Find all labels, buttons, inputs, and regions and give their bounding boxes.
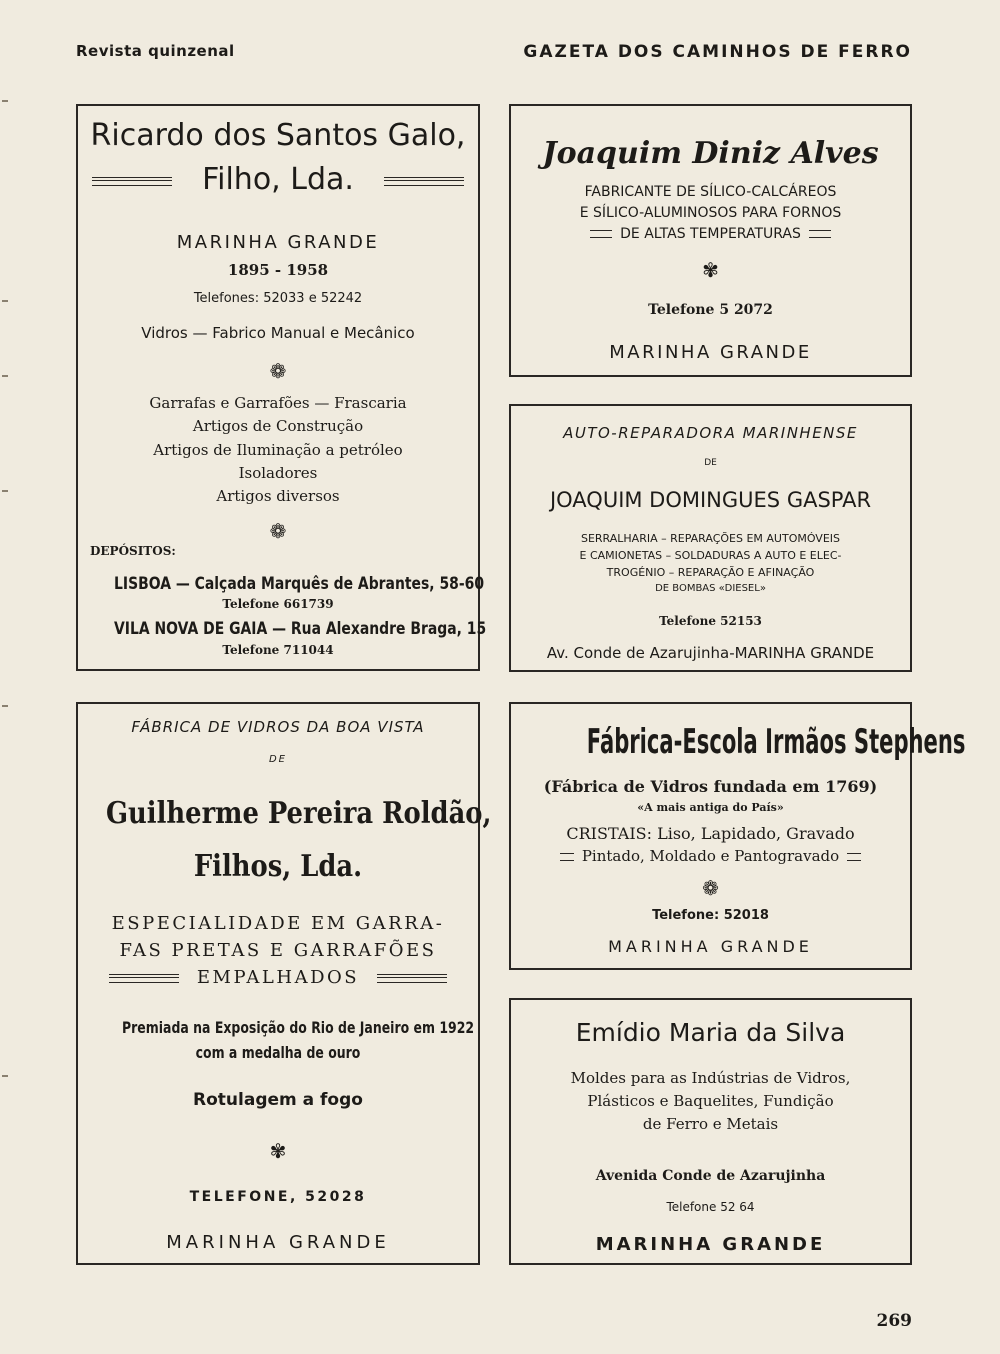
galo-lisboa: LISBOA — Calçada Marquês de Abrantes, 58-60 xyxy=(114,574,485,594)
roldao-rotulagem: Rotulagem a fogo xyxy=(193,1090,363,1110)
rule-right xyxy=(809,230,831,238)
galo-gaia: VILA NOVA DE GAIA — Rua Alexandre Braga, 15 xyxy=(114,619,487,639)
galo-years: 1895 - 1958 xyxy=(227,261,329,279)
rule-left xyxy=(92,177,172,186)
swirl-ornament-icon: ❁ xyxy=(269,359,287,383)
silva-city: MARINHA GRANDE xyxy=(595,1234,826,1255)
page-number: 269 xyxy=(876,1311,912,1331)
rule-left xyxy=(590,230,612,238)
galo-depots-label: DEPÓSITOS: xyxy=(90,544,176,558)
galo-product: Isoladores xyxy=(238,464,318,482)
alves-name: Joaquim Diniz Alves xyxy=(542,136,879,171)
roldao-de: DE xyxy=(268,754,288,765)
silva-line2: Plásticos e Baquelites, Fundição xyxy=(587,1092,834,1110)
ad-roldao xyxy=(76,702,492,1265)
alves-line1: FABRICANTE DE SÍLICO-CALCÁREOS xyxy=(584,184,837,200)
header-left: Revista quinzenal xyxy=(76,42,235,60)
roldao-spec3-row xyxy=(78,967,478,988)
galo-product: Artigos de Iluminação a petróleo xyxy=(153,441,403,459)
galo-product: Garrafas e Garrafões — Frascaria xyxy=(149,394,407,412)
roldao-title: FÁBRICA DE VIDROS DA BOA VISTA xyxy=(131,718,425,736)
ad-stephens xyxy=(509,702,966,970)
swirl-ornament-icon: ❁ xyxy=(702,876,719,900)
silva-name: Emídio Maria da Silva xyxy=(575,1018,846,1047)
gaspar-phone: Telefone 52153 xyxy=(659,614,762,628)
alves-line3: DE ALTAS TEMPERATURAS xyxy=(620,226,801,242)
stephens-phone: Telefone: 52018 xyxy=(652,908,769,923)
roldao-spec1: ESPECIALIDADE EM GARRA- xyxy=(111,913,445,934)
gaspar-line4: DE BOMBAS «DIESEL» xyxy=(655,583,766,594)
stephens-city: MARINHA GRANDE xyxy=(608,937,813,956)
flower-ornament-icon: ✾ xyxy=(269,1139,287,1163)
roldao-spec2: FAS PRETAS E GARRAFÕES xyxy=(119,940,437,961)
roldao-name-line1: Guilherme Pereira Roldão, xyxy=(106,796,492,831)
galo-name-row xyxy=(78,162,478,197)
roldao-spec3: EMPALHADOS xyxy=(196,967,360,988)
rule-right xyxy=(377,974,447,983)
ad-galo xyxy=(76,104,487,671)
rule-right xyxy=(847,853,861,861)
gaspar-address: Av. Conde de Azarujinha-MARINHA GRANDE xyxy=(546,644,875,662)
rule-left xyxy=(109,974,179,983)
gaspar-line2: E CAMIONETAS – SOLDADURAS A AUTO E ELEC- xyxy=(579,549,842,562)
ad-silva xyxy=(509,998,912,1265)
stephens-line2: Pintado, Moldado e Pantogravado xyxy=(581,847,840,865)
silva-line1: Moldes para as Indústrias de Vidros, xyxy=(570,1069,851,1087)
galo-phones: Telefones: 52033 e 52242 xyxy=(193,291,363,306)
stephens-motto: «A mais antiga do País» xyxy=(637,801,784,814)
galo-city: MARINHA GRANDE xyxy=(176,232,380,253)
roldao-name-line2: Filhos, Lda. xyxy=(193,849,363,884)
alves-line3-row xyxy=(511,226,910,242)
galo-product: Artigos diversos xyxy=(216,487,340,505)
galo-lisboa-phone: Telefone 661739 xyxy=(222,597,334,611)
galo-product: Artigos de Construção xyxy=(192,417,364,435)
stephens-founded: (Fábrica de Vidros fundada em 1769) xyxy=(543,777,878,796)
stephens-name: Fábrica-Escola Irmãos Stephens xyxy=(586,722,966,762)
header-right: GAZETA DOS CAMINHOS DE FERRO xyxy=(523,42,912,62)
stephens-line1: CRISTAIS: Liso, Lapidado, Gravado xyxy=(566,824,855,843)
roldao-phone: TELEFONE, 52028 xyxy=(189,1189,367,1205)
galo-name-line2: Filho, Lda. xyxy=(202,162,354,197)
flower-ornament-icon: ✾ xyxy=(702,258,719,282)
alves-city: MARINHA GRANDE xyxy=(609,342,812,363)
ad-alves xyxy=(509,104,912,377)
galo-name-line1: Ricardo dos Santos Galo, xyxy=(90,118,466,153)
gaspar-title: AUTO-REPARADORA MARINHENSE xyxy=(563,424,858,442)
roldao-award1: Premiada na Exposição do Rio de Janeiro em 1922 xyxy=(122,1018,475,1037)
roldao-city: MARINHA GRANDE xyxy=(166,1232,390,1253)
gaspar-de: DE xyxy=(704,458,717,468)
silva-line3: de Ferro e Metais xyxy=(642,1115,779,1133)
silva-phone: Telefone 52 64 xyxy=(666,1200,755,1214)
gaspar-line1: SERRALHARIA – REPARAÇÕES EM AUTOMÓVEIS xyxy=(580,532,841,545)
galo-tagline: Vidros — Fabrico Manual e Mecânico xyxy=(141,324,415,342)
stephens-line2-row xyxy=(511,847,910,865)
gaspar-line3: TROGÉNIO – REPARAÇÃO E AFINAÇÃO xyxy=(606,566,815,579)
silva-address: Avenida Conde de Azarujinha xyxy=(595,1168,826,1184)
swirl-ornament-icon: ❁ xyxy=(269,519,287,543)
rule-left xyxy=(560,853,574,861)
alves-phone: Telefone 5 2072 xyxy=(648,302,773,318)
alves-line2: E SÍLICO-ALUMINOSOS PARA FORNOS xyxy=(579,205,842,221)
rule-right xyxy=(384,177,464,186)
galo-gaia-phone: Telefone 711044 xyxy=(222,643,334,657)
roldao-award2: com a medalha de ouro xyxy=(195,1043,361,1062)
gaspar-name: JOAQUIM DOMINGUES GASPAR xyxy=(549,488,872,512)
ad-gaspar xyxy=(509,404,912,672)
